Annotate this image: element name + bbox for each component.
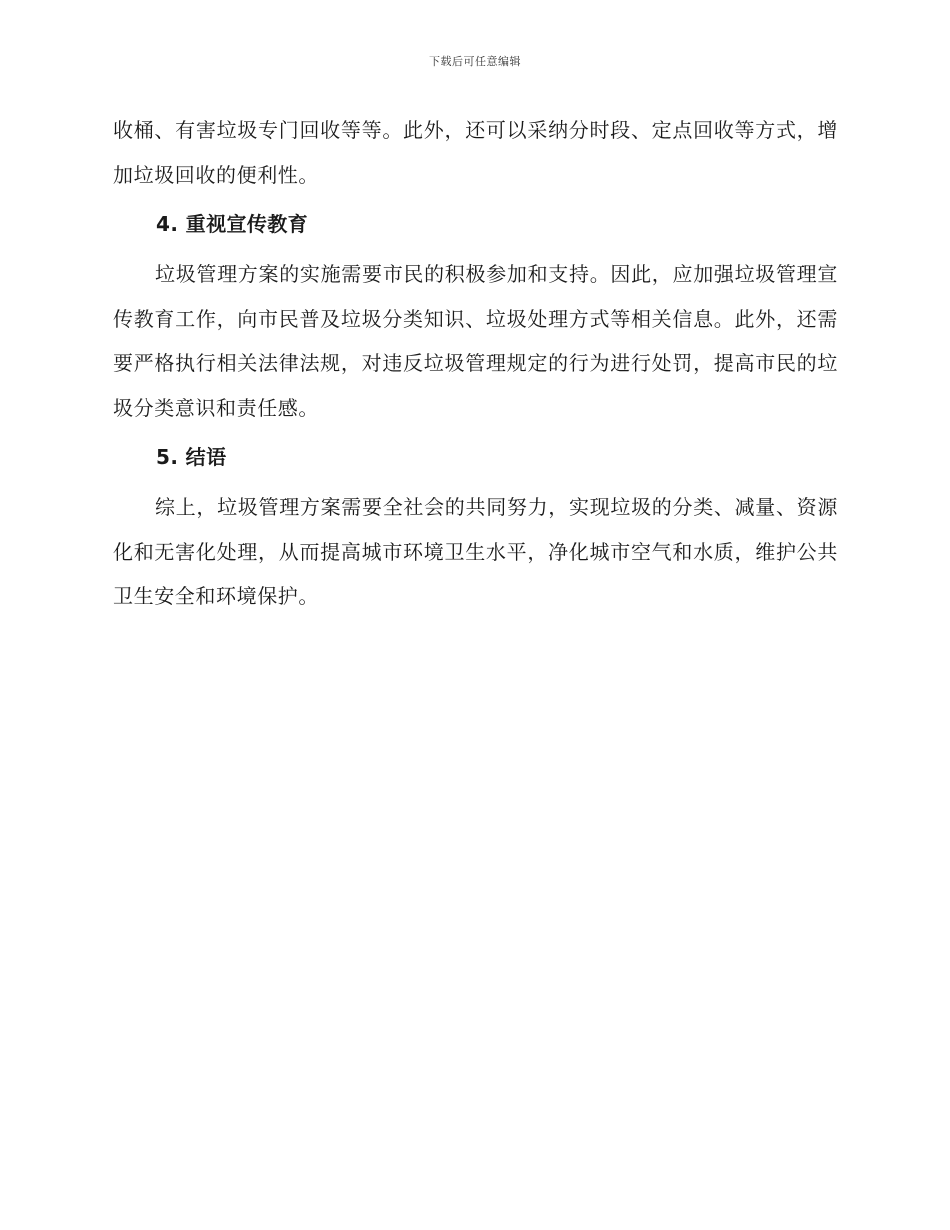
continuation-paragraph: 收桶、有害垃圾专门回收等等。此外，还可以采纳分时段、定点回收等方式，增加垃圾回收的便利性。	[113, 118, 838, 187]
page-header: 下载后可任意编辑	[429, 55, 521, 68]
section-heading-4: 4. 重视宣传教育	[156, 212, 309, 236]
section-heading-5: 5. 结语	[156, 445, 227, 469]
document-body	[113, 108, 838, 619]
section-5-paragraph: 综上，垃圾管理方案需要全社会的共同努力，实现垃圾的分类、减量、资源化和无害化处理，从而提高城市环境卫生水平，净化城市空气和水质，维护公共卫生安全和环境保护。	[113, 495, 838, 608]
section-4-paragraph: 垃圾管理方案的实施需要市民的积极参加和支持。因此，应加强垃圾管理宣传教育工作，向市民普及垃圾分类知识、垃圾处理方式等相关信息。此外，还需要严格执行相关法律法规，对违反垃圾管理规定的行为进行处罚，提高市民的垃圾分类意识和责任感。	[113, 262, 838, 420]
